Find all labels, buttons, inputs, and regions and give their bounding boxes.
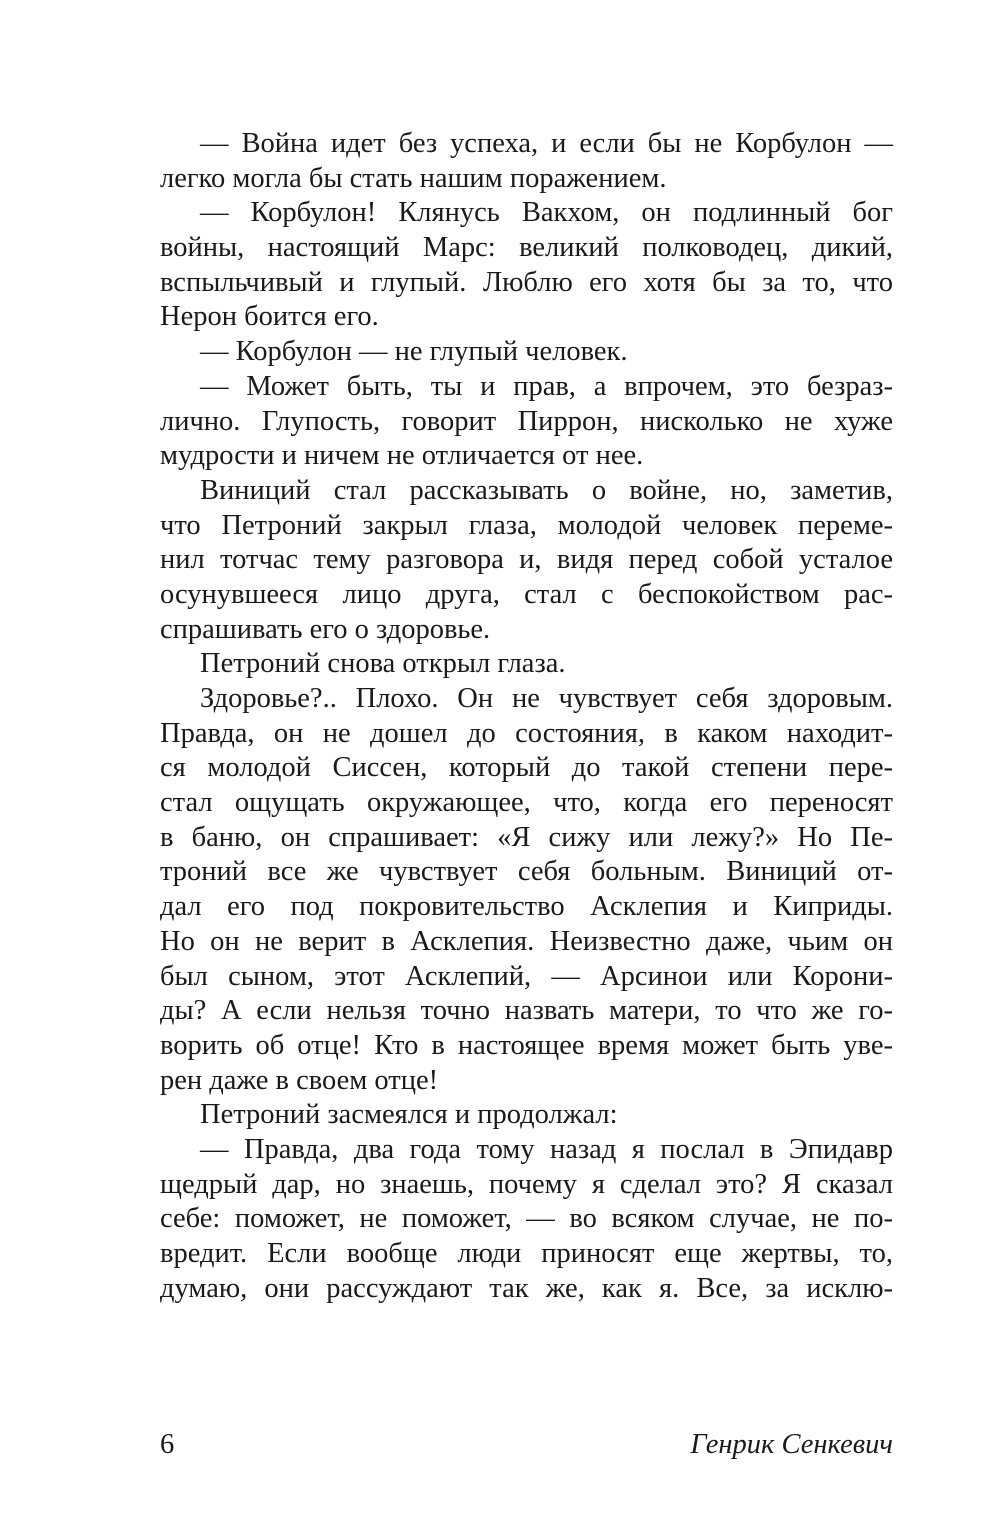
text-line: — Корбулон — не глупый человек. <box>200 336 628 368</box>
text-line: спрашивать его о здоровье. <box>160 613 491 645</box>
text-line: был сыном, этот Асклепий, — Арсинои или Корони- <box>160 960 893 992</box>
text-line: троний все же чувствует себя больным. Виниций от- <box>160 856 893 888</box>
page-footer <box>160 1425 893 1465</box>
text-line: ды? А если нельзя точно назвать матери, то что же го- <box>160 995 893 1027</box>
text-line: мудрости и ничем не отличается от нее. <box>160 440 644 472</box>
text-line: Петроний засмеялся и продолжал: <box>200 1099 618 1131</box>
text-line: — Корбулон! Клянусь Вакхом, он подлинный бог <box>200 197 893 229</box>
text-line: осунувшееся лицо друга, стал с беспокойством рас- <box>160 578 893 610</box>
running-title: Генрик Сенкевич <box>690 1429 893 1460</box>
text-line: — Может быть, ты и прав, а впрочем, это безраз- <box>200 370 893 402</box>
text-line: дал его под покровительство Асклепия и Киприды. <box>160 891 893 923</box>
text-line: нил тотчас тему разговора и, видя перед собой усталое <box>160 544 893 576</box>
text-line: легко могла бы стать нашим поражением. <box>160 162 667 194</box>
text-line: что Петроний закрыл глаза, молодой человек переме- <box>160 509 893 541</box>
text-line: рен даже в своем отце! <box>160 1064 439 1096</box>
text-line: думаю, они рассуждают так же, как я. Все, за исклю- <box>160 1272 893 1304</box>
text-line: лично. Глупость, говорит Пиррон, нисколько не хуже <box>160 405 893 437</box>
text-line: стал ощущать окружающее, что, когда его переносят <box>160 787 893 819</box>
body-text <box>160 127 893 1306</box>
page-number: 6 <box>160 1429 175 1460</box>
text-line: щедрый дар, но знаешь, почему я сделал это? Я сказал <box>160 1168 893 1200</box>
text-line: вредит. Если вообще люди приносят еще жертвы, то, <box>160 1238 893 1269</box>
text-line: себе: поможет, не поможет, — во всяком случае, не по- <box>160 1203 893 1235</box>
text-line: Виниций стал рассказывать о войне, но, заметив, <box>200 474 893 506</box>
text-line: вспыльчивый и глупый. Люблю его хотя бы за то, что <box>160 266 893 298</box>
text-line: Петроний снова открыл глаза. <box>200 648 566 680</box>
text-line: Нерон боится его. <box>160 301 379 333</box>
text-line: Здоровье?.. Плохо. Он не чувствует себя здоровым. <box>200 683 893 714</box>
text-line: Но он не верит в Асклепия. Неизвестно даже, чьим он <box>160 925 893 957</box>
text-line: в баню, он спрашивает: «Я сижу или лежу?» Но Пе- <box>160 821 893 853</box>
text-line: ся молодой Сиссен, который до такой степени пере- <box>160 752 893 784</box>
text-line: — Правда, два года тому назад я послал в Эпидавр <box>200 1133 893 1165</box>
text-line: — Война идет без успеха, и если бы не Корбулон — <box>200 128 893 159</box>
text-line: Правда, он не дошел до состояния, в каком находит- <box>160 717 893 749</box>
text-line: войны, настоящий Марс: великий полководец, дикий, <box>160 232 893 264</box>
text-line: ворить об отце! Кто в настоящее время может быть уве- <box>160 1029 893 1061</box>
